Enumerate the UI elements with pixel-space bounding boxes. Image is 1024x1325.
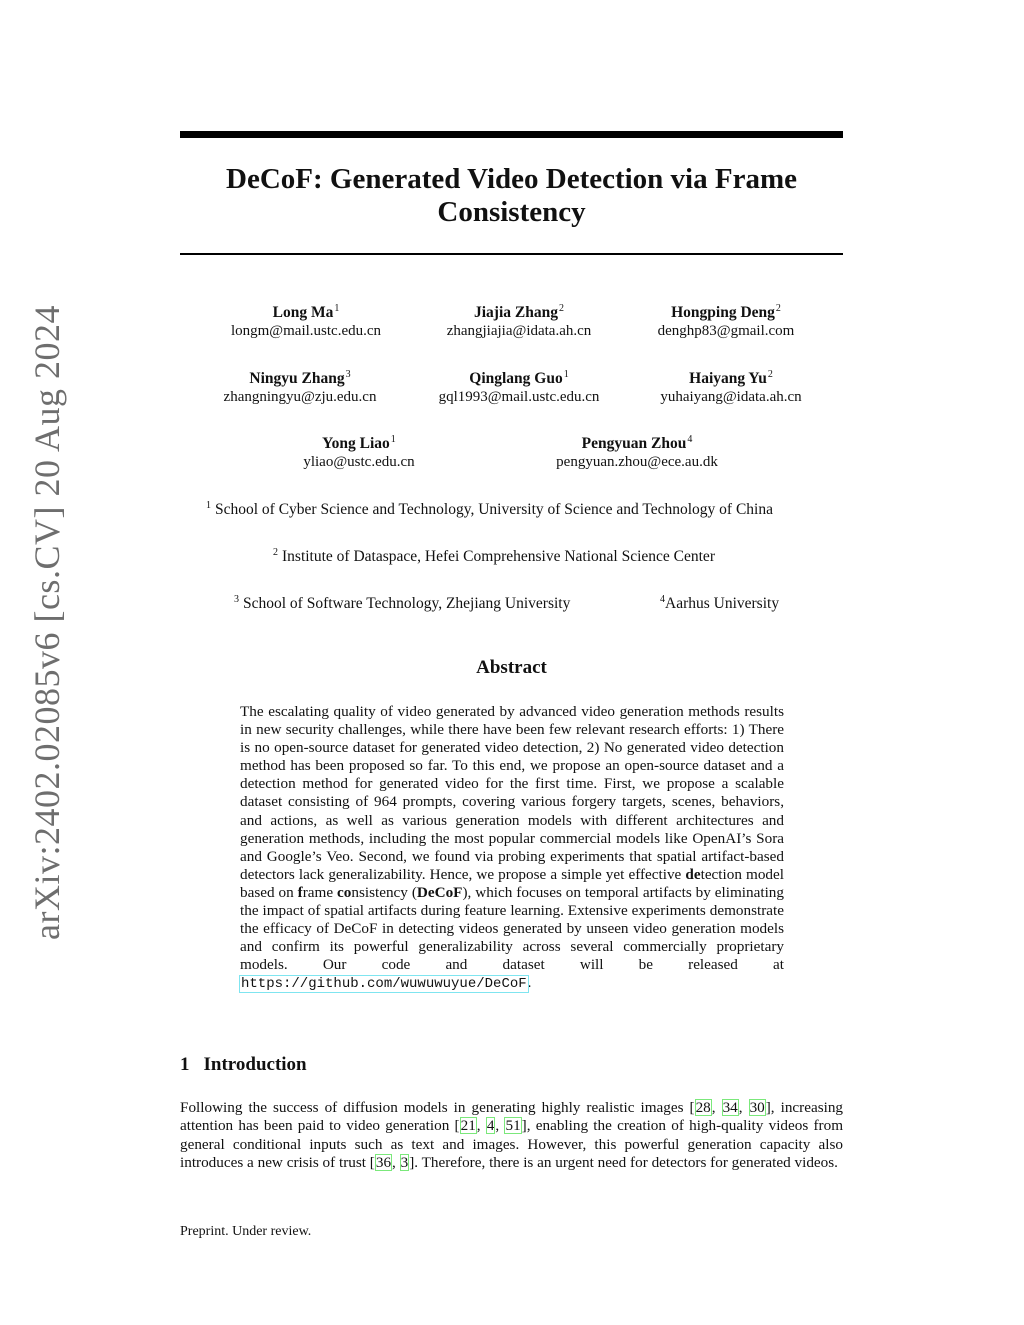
title-line-2: Consistency (437, 196, 586, 228)
title-top-rule (180, 131, 843, 138)
author-email: zhangningyu@zju.edu.cn (223, 389, 377, 405)
title-line-1: DeCoF: Generated Video Detection via Frame (226, 163, 797, 195)
author-email: pengyuan.zhou@ece.au.dk (556, 454, 718, 470)
citation-link[interactable]: 51 (505, 1117, 521, 1135)
author-name: Hongping Deng$^2$ (671, 303, 781, 321)
code-repository-link[interactable]: https://github.com/wuwuwuyue/DeCoF (241, 976, 527, 993)
author-name: Ningyu Zhang$^3$ (249, 369, 351, 387)
author-email: zhangjiajia@idata.ah.cn (446, 323, 592, 339)
author-name: Yong Liao$^1$ (322, 434, 396, 452)
affiliation-1: $^1$ School of Cyber Science and Technology, University of Science and Technology of China (206, 500, 773, 518)
author-block (660, 366, 801, 406)
paper-title (180, 163, 843, 229)
arxiv-identifier: arXiv:2402.02085v6 [cs.CV] 20 Aug 2024 (27, 305, 67, 940)
section-heading-introduction: 1 Introduction (180, 1054, 307, 1075)
author-name: Pengyuan Zhou$^4$ (581, 434, 693, 452)
abstract-heading: Abstract (476, 657, 547, 678)
author-email: yuhaiyang@idata.ah.cn (660, 389, 802, 405)
author-email: denghp83@gmail.com (657, 323, 795, 339)
affiliation-3: $^3$ School of Software Technology, Zhejiang University (234, 594, 571, 612)
citation-link[interactable]: 30 (749, 1099, 765, 1116)
affiliation-2: $^2$ Institute of Dataspace, Hefei Comprehensive National Science Center (273, 547, 715, 565)
author-sup: 1 (334, 303, 340, 314)
author-name: Haiyang Yu$^2$ (689, 369, 773, 387)
citation-link[interactable]: 21 (460, 1117, 476, 1135)
author-block (303, 431, 414, 471)
citation-link[interactable]: 36 (375, 1153, 392, 1171)
author-email: yliao@ustc.edu.cn (303, 454, 415, 470)
author-block (556, 431, 718, 471)
citation-link[interactable]: 3 (400, 1153, 409, 1171)
author-block (658, 300, 795, 340)
introduction-paragraph: Following the success of diffusion models in generating highly realistic images [28, 34, 30], increasing attention has been paid to video generation [21, 4, 51], enabling the creation of high-quality videos from general conditional inputs such as text and images. However, this powerful generation capacity also introduces a new crisis of trust [36, 3]. Therefore, there is an urgent need for detectors for generated videos. (180, 1099, 844, 1171)
author-block (231, 300, 381, 340)
author-sup: 3 (345, 369, 351, 380)
author-block (224, 366, 377, 406)
title-bottom-rule (180, 253, 843, 255)
author-block (439, 366, 600, 406)
author-name: Long Ma$^1$ (272, 303, 340, 321)
abstract-body: The escalating quality of video generated by advanced video generation methods results in new security challenges, while there have been few relevant research efforts: 1) There is no open-source dataset for generated video detection, 2) No generated video detection method has been proposed so far. To this end, we propose an open-source dataset and a detection method for generated video for the first time. First, we propose a scalable dataset consisting of 964 prompts, covering various forgery targets, scenes, behaviors, and actions, as well as various generation models with different architectures and generation methods, including the most popular commercial models like OpenAI’s Sora and Google’s Veo. Second, we found via probing experiments that spatial artifact-based detectors lack generalizability. Hence, we propose a simple yet effective detection model based on frame consistency (DeCoF), which focuses on temporal artifacts by eliminating the impact of spatial artifacts during feature learning. Extensive experiments demonstrate the efficacy of DeCoF in detecting videos generated by unseen video generation models and confirm its powerful generalizability across several commercially proprietary models. Our code and dataset will be released at https://github.com/wuwuwuyue/DeCoF. (240, 703, 784, 993)
author-sup: 1 (390, 434, 396, 445)
author-sup: 2 (767, 369, 773, 380)
author-name: Jiajia Zhang$^2$ (474, 303, 564, 321)
author-sup: 2 (558, 303, 564, 314)
affiliation-4: $^4$Aarhus University (660, 594, 780, 612)
citation-link[interactable]: 4 (486, 1117, 495, 1135)
citation-link[interactable]: 28 (695, 1099, 711, 1116)
author-sup: 1 (563, 369, 569, 380)
citation-link[interactable]: 34 (722, 1099, 738, 1116)
author-block (447, 300, 592, 340)
author-name: Qinglang Guo$^1$ (469, 369, 569, 387)
author-email: longm@mail.ustc.edu.cn (230, 323, 382, 339)
author-sup: 4 (687, 434, 693, 445)
author-sup: 2 (775, 303, 781, 314)
author-email: gql1993@mail.ustc.edu.cn (438, 389, 600, 405)
footer-note: Preprint. Under review. (180, 1224, 312, 1239)
